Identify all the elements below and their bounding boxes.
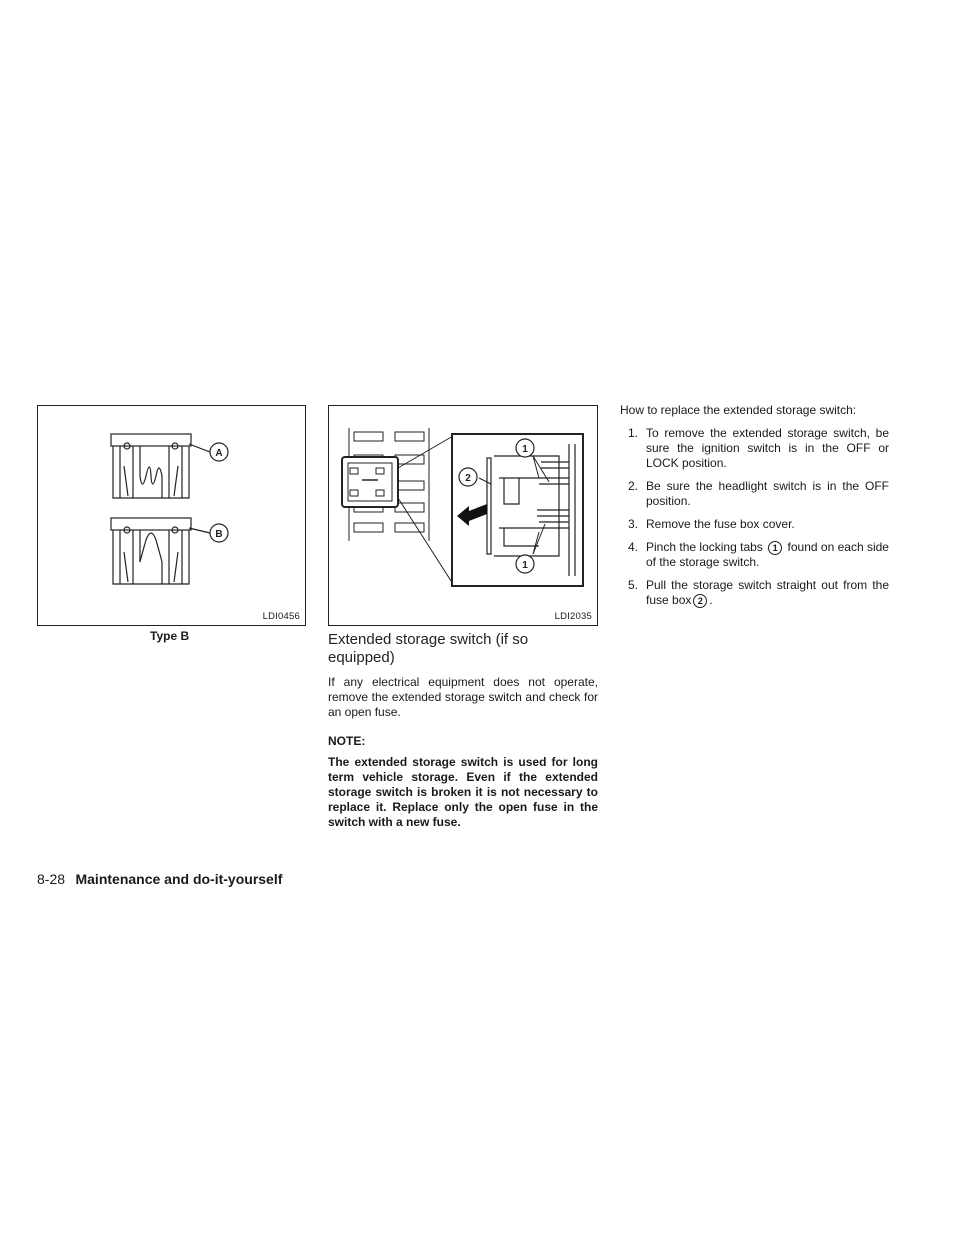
ref-circle-1: 1 <box>768 541 782 555</box>
figure-caption: Type B <box>150 629 190 643</box>
page-number: 8-28 <box>37 871 66 887</box>
switch-label-2: 2 <box>465 473 471 484</box>
note-title: NOTE: <box>328 734 366 748</box>
procedure-steps <box>620 426 889 616</box>
list-item: 2. Be sure the headlight switch is in the OFF position. <box>628 479 889 508</box>
fuse-illustration <box>38 406 305 625</box>
switch-label-1-top: 1 <box>522 444 528 455</box>
list-item: 4. Pinch the locking tabs 1 found on each side of the storage switch. <box>628 540 889 569</box>
list-item: 5. Pull the storage switch straight out from the fuse box 2 . <box>628 578 889 607</box>
section-heading: Extended storage switch (if so equipped) <box>328 631 529 666</box>
figure-storage-switch <box>328 405 598 626</box>
switch-illustration <box>329 406 597 625</box>
figure-code: LDI0456 <box>262 611 300 622</box>
figure-code: LDI2035 <box>554 611 592 622</box>
procedure-intro: How to replace the extended storage switch: <box>620 403 857 417</box>
fuse-b-drawing <box>111 518 210 584</box>
fuse-label-b: B <box>215 529 223 540</box>
switch-small-outline <box>342 457 398 507</box>
figure-fuse-types <box>37 405 306 626</box>
list-item: 1. To remove the extended storage switch, be sure the ignition switch is in the OFF or LOCK position. <box>628 426 889 470</box>
chapter-title: Maintenance and do-it-yourself <box>75 871 283 887</box>
section-intro: If any electrical equipment does not operate, remove the extended storage switch and check for an open fuse. <box>328 675 598 719</box>
page-footer <box>37 871 282 889</box>
ref-circle-2: 2 <box>693 594 707 608</box>
list-item: 3. Remove the fuse box cover. <box>628 517 795 531</box>
switch-label-1-bottom: 1 <box>522 560 528 571</box>
note-body: The extended storage switch is used for long term vehicle storage. Even if the extended storage switch is broken it is not necessary to replace it. Replace only the open fuse in the switch with a new fuse. <box>328 755 598 829</box>
fuse-a-drawing <box>111 434 210 498</box>
fuse-label-a: A <box>215 448 223 459</box>
